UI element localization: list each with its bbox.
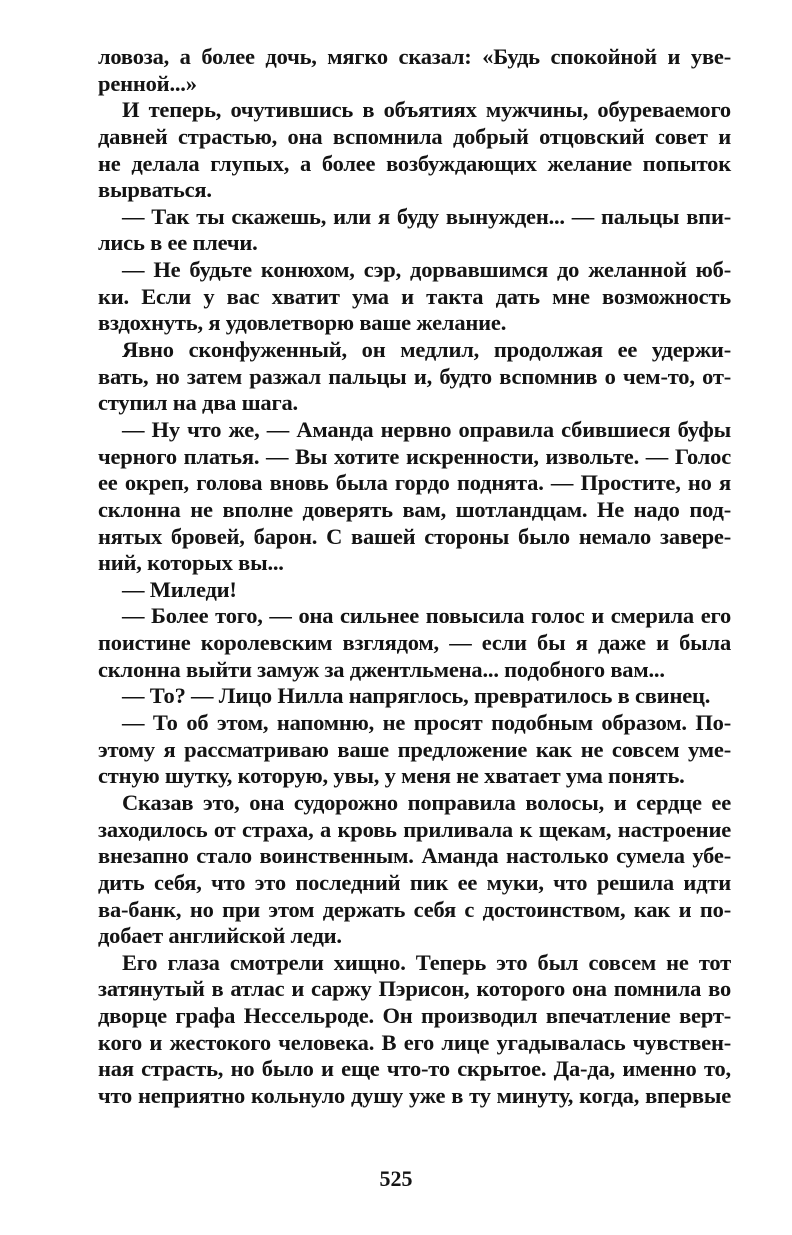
- text-line: что неприятно кольнуло душу уже в ту минуту, когда, впервые: [98, 1082, 731, 1108]
- page-body-text: [98, 44, 731, 1110]
- text-line: ная страсть, но было и еще что-то скрытое. Да-да, именно то,: [98, 1056, 731, 1082]
- text-line: ки. Если у вас хватит ума и такта дать мне возможность: [98, 283, 731, 309]
- text-line: ступил на два шага.: [98, 390, 298, 416]
- text-line: поистине королевским взглядом, — если бы я даже и была: [98, 630, 731, 656]
- text-line: дворце графа Нессельроде. Он производил впечатление верт-: [98, 1003, 731, 1029]
- text-line: ренной...»: [98, 70, 197, 96]
- text-line: ловоза, а более дочь, мягко сказал: «Будь спокойной и уве-: [98, 44, 731, 69]
- text-line: стную шутку, которую, увы, у меня не хватает ума понять.: [98, 763, 685, 789]
- text-line: кого и жестокого человека. В его лице угадывалась чувствен-: [98, 1029, 731, 1055]
- text-line: вырваться.: [98, 177, 212, 203]
- text-line: — Миледи!: [122, 576, 237, 602]
- text-line: этому я рассматриваю ваше предложение как не совсем уме-: [98, 736, 731, 762]
- text-line: — Не будьте конюхом, сэр, дорвавшимся до желанной юб-: [122, 257, 731, 283]
- text-line: ва-банк, но при этом держать себя с достоинством, как и по-: [98, 896, 731, 922]
- text-line: ний, которых вы...: [98, 550, 284, 576]
- text-line: ее окреп, голова вновь была гордо поднята. — Простите, но я: [98, 470, 731, 496]
- text-line: склонна выйти замуж за джентльмена... подобного вам...: [98, 656, 665, 682]
- text-line: не делала глупых, а более возбуждающих желание попыток: [98, 150, 731, 176]
- text-line: вздохнуть, я удовлетворю ваше желание.: [98, 310, 507, 336]
- text-line: Сказав это, она судорожно поправила волосы, и сердце ее: [122, 789, 731, 815]
- text-line: давней страстью, она вспомнила добрый отцовский совет и: [98, 123, 731, 149]
- text-line: — Так ты скажешь, или я буду вынужден... — пальцы впи-: [122, 203, 731, 229]
- text-line: — Ну что же, — Аманда нервно оправила сбившиеся буфы: [122, 416, 731, 442]
- text-line: затянутый в атлас и саржу Пэрисон, которого она помнила во: [98, 976, 731, 1002]
- text-line: лись в ее плечи.: [98, 230, 258, 256]
- text-line: вать, но затем разжал пальцы и, будто вспомнив о чем-то, от-: [98, 363, 731, 389]
- text-line: черного платья. — Вы хотите искренности, извольте. — Голос: [98, 443, 731, 469]
- page-number: 525: [379, 1166, 413, 1191]
- text-line: дить себя, что это последний пик ее муки, что решила идти: [98, 869, 731, 895]
- text-line: Явно сконфуженный, он медлил, продолжая ее удержи-: [122, 337, 731, 363]
- text-line: — То об этом, напомню, не просят подобным образом. По-: [122, 710, 731, 736]
- text-line: нятых бровей, барон. С вашей стороны было немало завере-: [98, 523, 731, 549]
- text-line: Его глаза смотрели хищно. Теперь это был совсем не тот: [122, 949, 731, 975]
- text-line: — То? — Лицо Нилла напряглось, превратилось в свинец.: [122, 683, 711, 709]
- text-line: — Более того, — она сильнее повысила голос и смерила его: [122, 603, 731, 629]
- text-line: внезапно стало воинственным. Аманда настолько сумела убе-: [98, 843, 731, 869]
- text-line: добает английской леди.: [98, 923, 342, 949]
- text-line: заходилось от страха, а кровь приливала к щекам, настроение: [98, 816, 731, 842]
- text-line: склонна не вполне доверять вам, шотландцам. Не надо под-: [98, 496, 731, 522]
- text-line: И теперь, очутившись в объятиях мужчины, обуреваемого: [122, 97, 731, 123]
